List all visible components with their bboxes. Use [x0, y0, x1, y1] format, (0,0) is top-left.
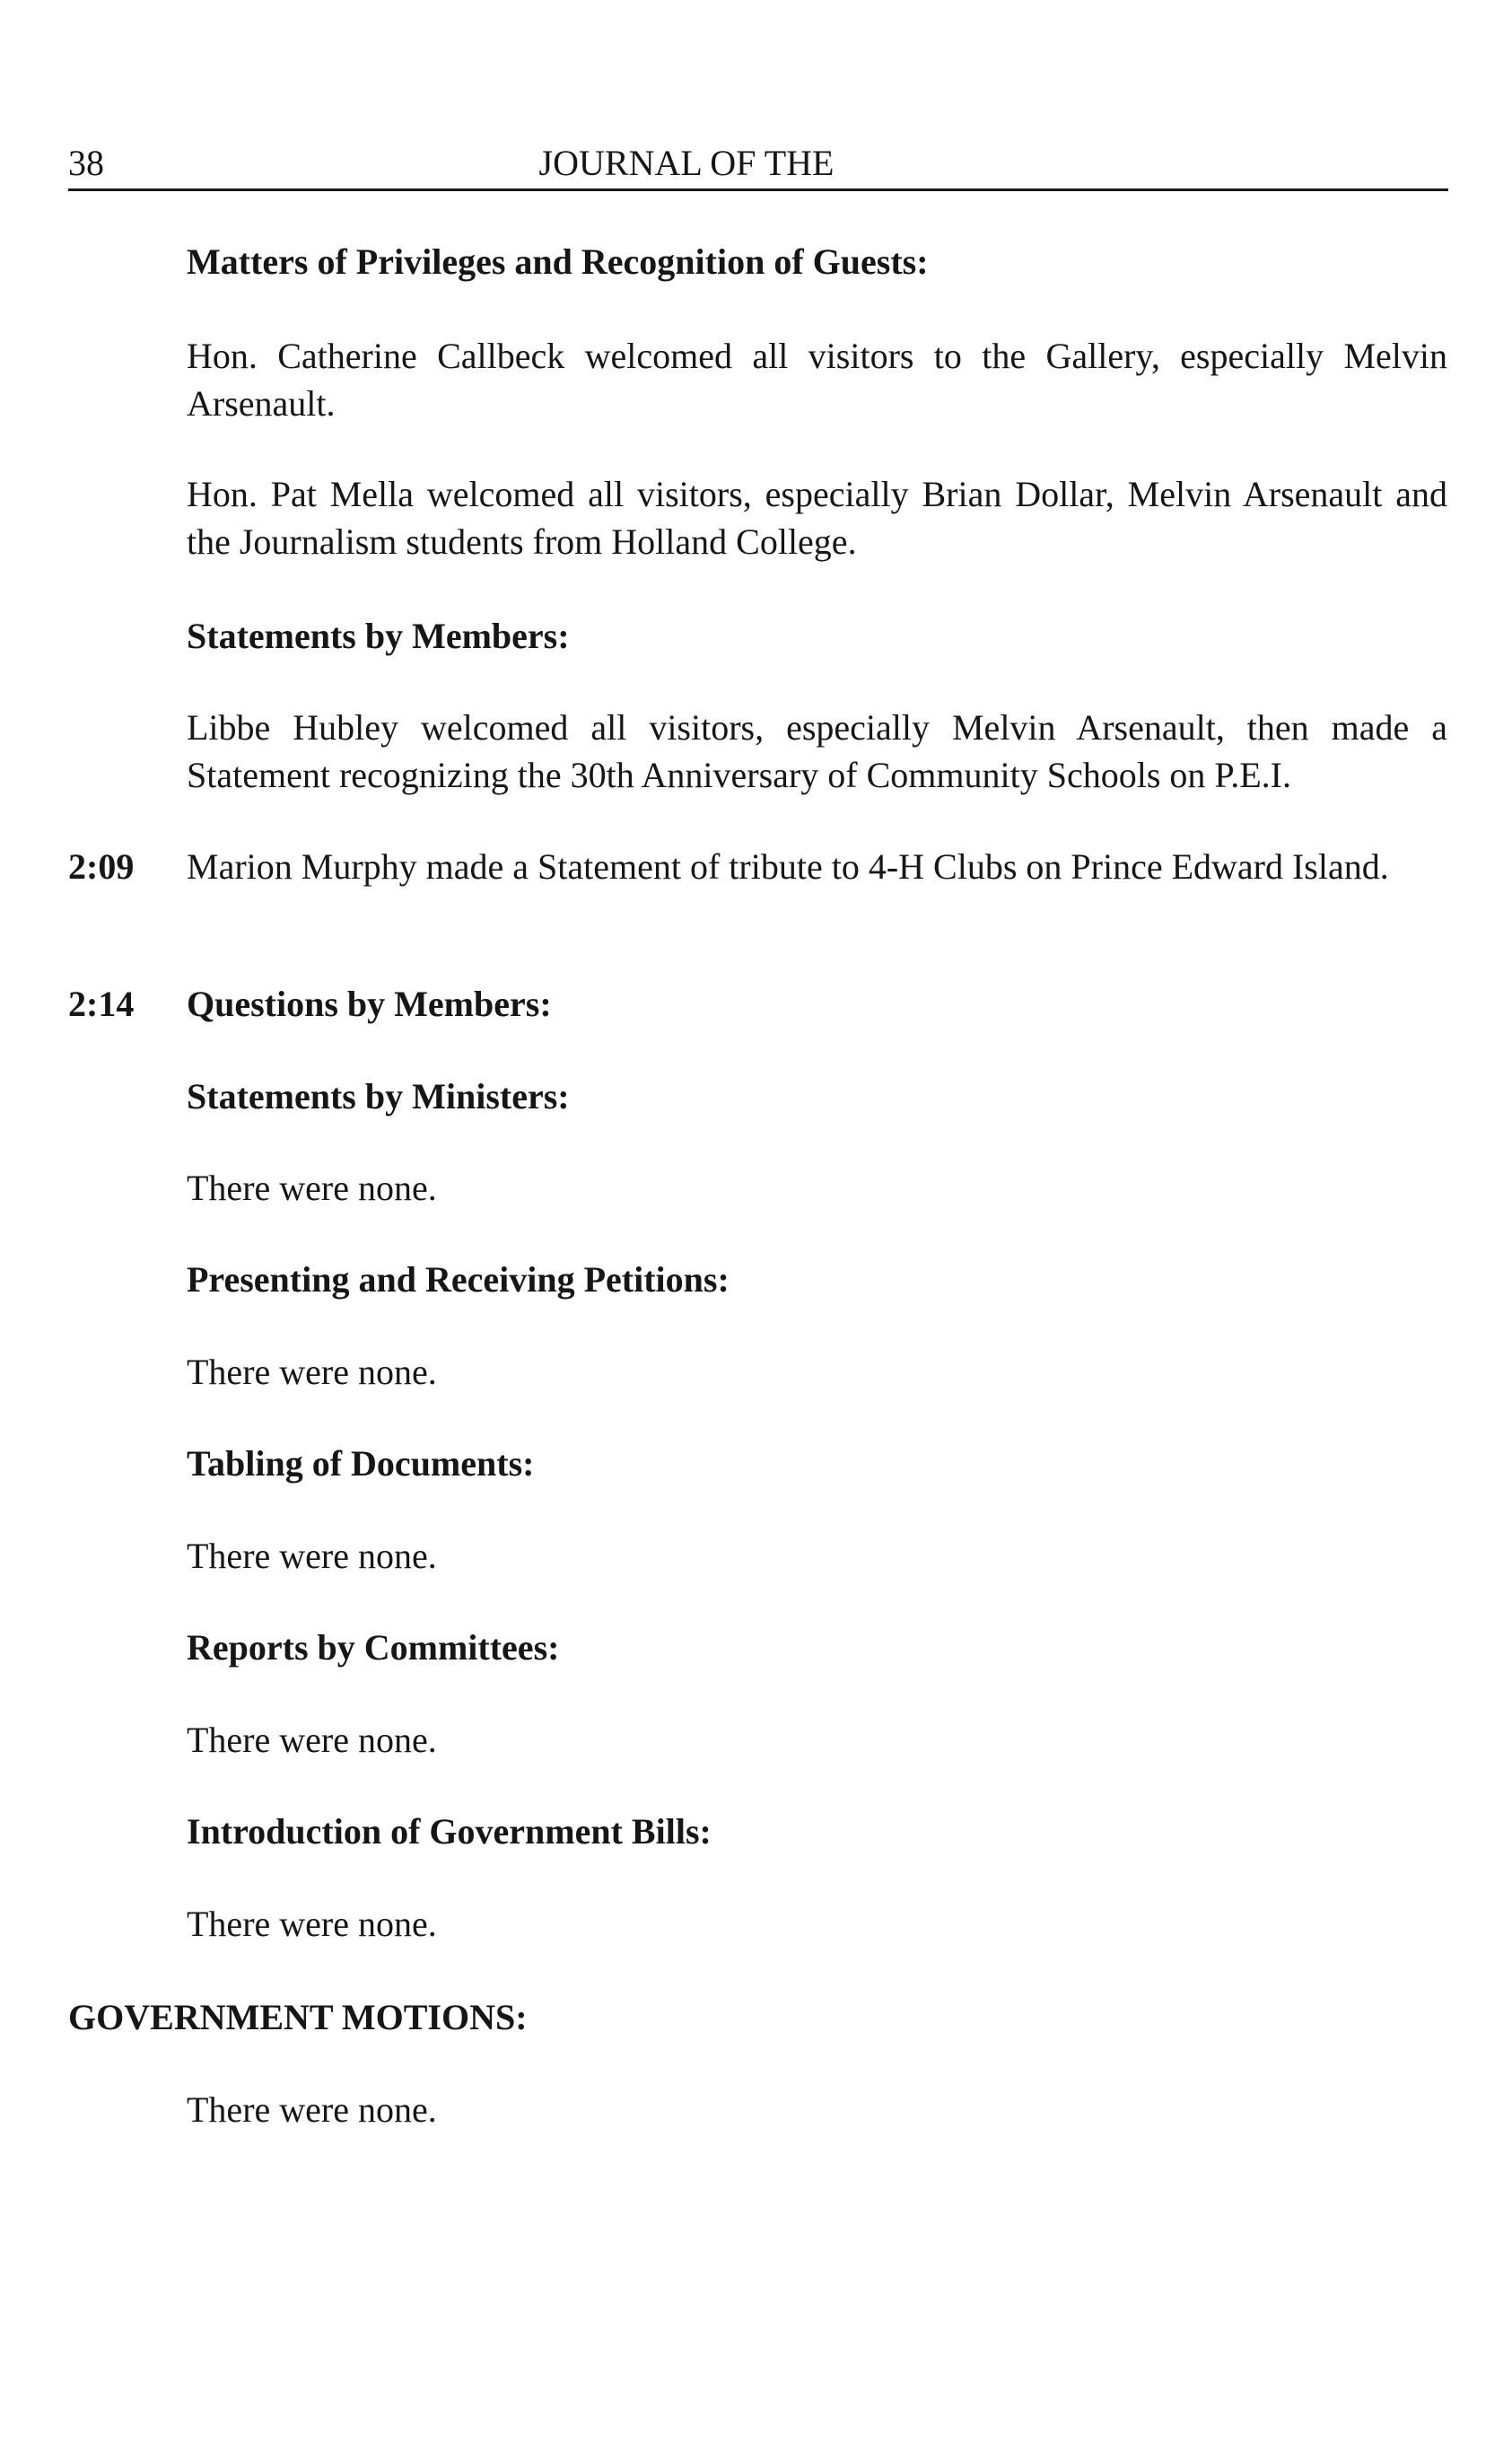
page-header	[68, 144, 1448, 191]
none-statement-tabling: There were none.	[187, 1536, 437, 1576]
none-statement-ministers: There were none.	[187, 1168, 437, 1208]
page-number: 38	[68, 143, 104, 183]
reports-by-committees-heading: Reports by Committees:	[187, 1627, 560, 1668]
callbeck-paragraph: Hon. Catherine Callbeck welcomed all visitors to the Gallery, especially Melvin Arsenault.	[187, 336, 1447, 424]
government-bills-heading: Introduction of Government Bills:	[187, 1811, 712, 1852]
statements-by-ministers-heading: Statements by Ministers:	[187, 1076, 570, 1116]
government-motions-heading: GOVERNMENT MOTIONS:	[68, 1997, 528, 2037]
none-statement-bills: There were none.	[187, 1904, 437, 1944]
privileges-heading: Matters of Privileges and Recognition of Guests:	[187, 241, 929, 282]
running-title: JOURNAL OF THE	[538, 143, 835, 183]
timestamp-2-09: 2:09	[68, 846, 135, 887]
timestamp-2-14: 2:14	[68, 984, 135, 1024]
petitions-heading: Presenting and Receiving Petitions:	[187, 1259, 730, 1300]
none-statement-reports: There were none.	[187, 1720, 437, 1760]
murphy-paragraph: Marion Murphy made a Statement of tribute to 4-H Clubs on Prince Edward Island.	[187, 846, 1389, 887]
tabling-of-documents-heading: Tabling of Documents:	[187, 1443, 535, 1484]
none-statement-petitions: There were none.	[187, 1352, 437, 1392]
questions-by-members-heading: Questions by Members:	[187, 984, 552, 1024]
none-statement-motions: There were none.	[187, 2089, 437, 2130]
statements-by-members-heading: Statements by Members:	[187, 616, 570, 656]
hubley-paragraph: Libbe Hubley welcomed all visitors, especially Melvin Arsenault, then made a Statement recognizing the 30th Anniversary of Community Schools on P.E.I.	[187, 707, 1447, 795]
mella-paragraph: Hon. Pat Mella welcomed all visitors, especially Brian Dollar, Melvin Arsenault and the Journalism students from Holland College.	[187, 474, 1447, 562]
